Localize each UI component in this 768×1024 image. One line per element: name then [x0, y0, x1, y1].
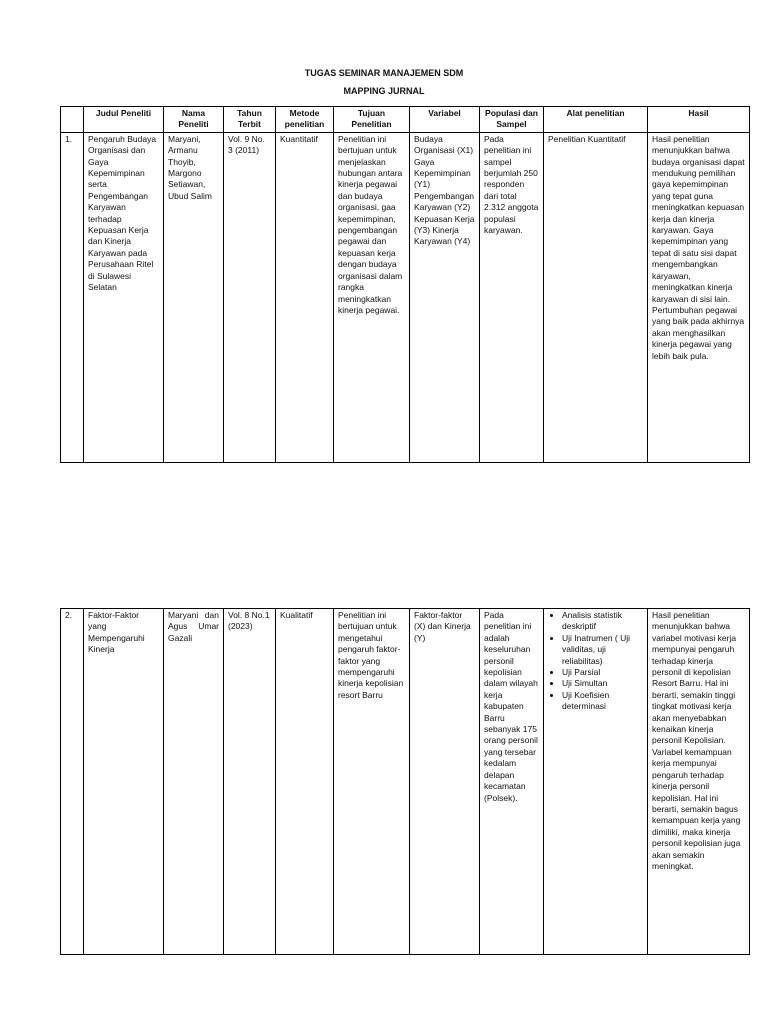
cell-alat	[544, 609, 648, 955]
header-metode: Metode penelitian	[276, 107, 334, 133]
document-title: TUGAS SEMINAR MANAJEMEN SDM	[304, 68, 464, 78]
header-hasil: Hasil	[648, 107, 750, 133]
cell-judul: Pengaruh Budaya Organisasi dan Gaya Kepemimpinan serta Pengembangan Karyawan terhadap Kepuasan Kerja dan Kinerja Karyawan pada Perusahaan Ritel di Sulawesi Selatan	[84, 132, 164, 462]
table-row	[61, 609, 750, 955]
list-item: • Uji Simultan	[562, 678, 643, 689]
cell-variabel: Budaya Organisasi (X1) Gaya Kepemimpinan (Y1) Pengembangan Karyawan (Y2) Kepuasan Kerja (Y3) Kinerja Karyawan (Y4)	[410, 132, 480, 462]
header-no	[61, 107, 84, 133]
table-row	[61, 132, 750, 462]
cell-populasi: Pada penelitian ini sampel berjumlah 250 responden dari total 2.312 anggota populasi karyawan.	[480, 132, 544, 462]
alat-list	[548, 610, 643, 713]
cell-hasil: Hasil penelitian menunjukkan bahwa budaya organisasi dapat mendukung pemilihan gaya kepemimpinan yang tepat guna meningkatkan kepuasan kerja dan kinerja karyawan. Gaya kepemimpinan yang tepat di satu sisi dapat mengembangkan karyawan, meningkatkan kinerja karyawan di sisi lain. Pertumbuhan pegawai yang baik pada akhirnya akan menghasilkan kinerja pegawai yang lebih baik pula.	[648, 132, 750, 462]
header-nama: Nama Peneliti	[164, 107, 224, 133]
mapping-table-2	[60, 608, 750, 955]
cell-metode: Kualitatif	[276, 609, 334, 955]
header-judul: Judul Peneliti	[84, 107, 164, 133]
header-populasi: Populasi dan Sampel	[480, 107, 544, 133]
row-number: 1.	[61, 132, 84, 462]
cell-tahun: Vol. 8 No.1 (2023)	[224, 609, 276, 955]
cell-hasil: Hasil penelitian menunjukkan bahwa variabel motivasi kerja mempunyai pengaruh terhadap kinerja personil di kepolisian Resort Barru. Hal ini berarti, semakin tinggi tingkat motivasi kerja akan menyebabkan kenaikan kinerja personil Kepolisian. Variabel kemampuan kerja mempunyai pengaruh terhadap kinerja personil kepolisian. Hal ini berarti, semakin bagus kemampuan kerja yang dimiliki, maka kinerja personil kepolisian juga akan semakin meningkat.	[648, 609, 750, 955]
header-alat: Alat penelitian	[544, 107, 648, 133]
header-tahun: Tahun Terbit	[224, 107, 276, 133]
cell-metode: Kuantitatif	[276, 132, 334, 462]
document-subtitle: MAPPING JURNAL	[343, 86, 425, 96]
cell-tujuan: Penelitian ini bertujuan untuk menjelaskan hubungan antara kinerja pegawai dan budaya organisasi, gaa kepemimpinan, pengembangan pegawai dan kepuasan kerja dengan budaya organisasi dalam rangka meningkatkan kinerja pegawai.	[334, 132, 410, 462]
cell-alat: Penelitian Kuantitatif	[544, 132, 648, 462]
header-variabel: Variabel	[410, 107, 480, 133]
cell-populasi: Pada penelitian ini adalah keseluruhan personil kepolisian dalam wilayah kerja kabupaten Barru sebanyak 175 orang personil yang tersebar kedalam delapan kecamatan (Polsek).	[480, 609, 544, 955]
cell-nama: Maryani, Armanu Thoyib, Margono Setiawan, Ubud Salim	[164, 132, 224, 462]
row-number: 2.	[61, 609, 84, 955]
header-tujuan: Tujuan Penelitian	[334, 107, 410, 133]
cell-nama: Maryani dan Agus Umar Gazali	[164, 609, 224, 955]
cell-tujuan: Penelitian ini bertujuan untuk mengetahui pengaruh faktor-faktor yang mempengaruhi kinerja kepolisian resort Barru	[334, 609, 410, 955]
cell-variabel: Faktor-faktor (X) dan Kinerja (Y)	[410, 609, 480, 955]
cell-tahun: Vol. 9 No. 3 (2011)	[224, 132, 276, 462]
list-item: • Uji Koefisien determinasi	[562, 690, 643, 713]
list-item: • Uji Parsial	[562, 667, 643, 678]
table-header-row	[61, 107, 750, 133]
mapping-table-1	[60, 106, 750, 463]
list-item: • Uji Inatrumen ( Uji validitas, uji reliabilitas)	[562, 633, 643, 667]
list-item: • Analisis statistik deskriptif	[562, 610, 643, 633]
cell-judul: Faktor-Faktor yang Mempengaruhi Kinerja	[84, 609, 164, 955]
